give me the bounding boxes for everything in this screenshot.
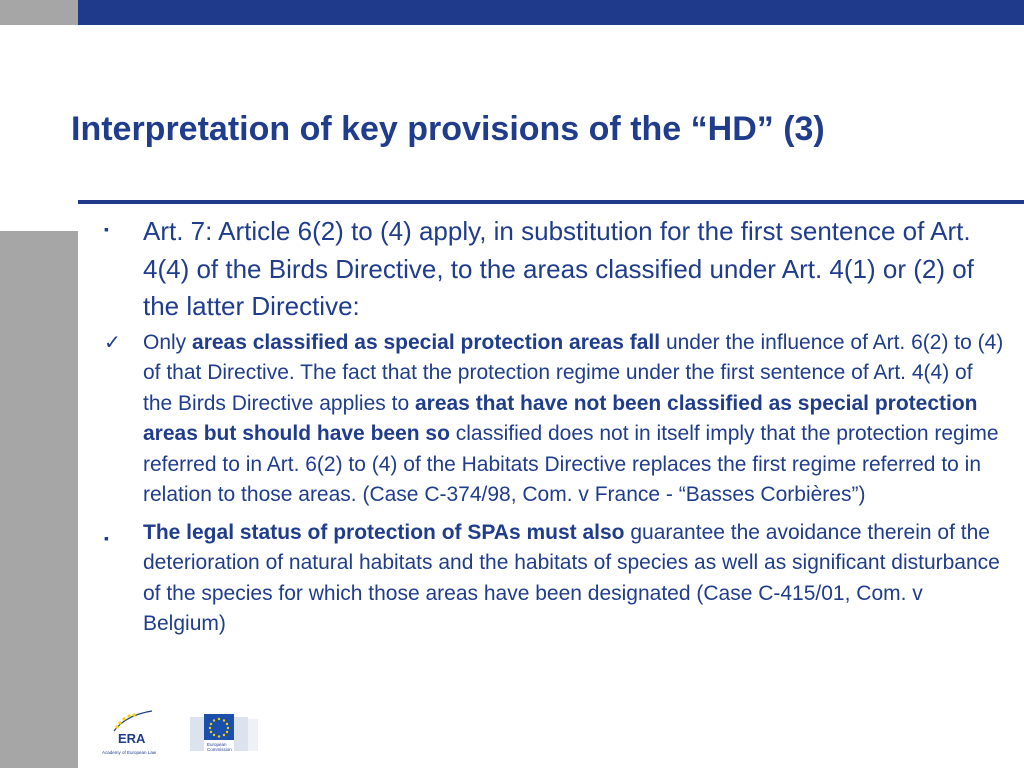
ec-logo-text-line2: Commission [207,747,232,752]
left-gray-band [0,231,78,768]
bold-text-run: areas classified as special protection areas fall [192,330,661,354]
bold-text-run: areas that have not been classified as special protection areas but should have been so [143,391,978,445]
text-run: classified does not in itself imply that the protection regime referred to in Art. 6(2) to (4) of the Habitats Directive replaces the first regime referred to in relation to those areas. (Case C-374/98, Com. v France - “Basses Corbières”) [143,422,999,506]
header-gray-block [0,0,78,25]
bullet-text [143,328,1004,511]
european-commission-logo [190,714,262,754]
text-run: under the influence of Art. 6(2) to (4) of that Directive. The fact that the protection regime under the first sentence of Art. 4(4) of the Birds Directive applies to [143,330,1004,415]
era-logo [96,705,168,757]
header-blue-bar [78,0,1024,25]
ec-logo-text-line1: European [207,742,227,747]
title-divider [78,200,1024,204]
text-run: guarantee the avoidance therein of the deterioration of natural habitats and the habitats of species as well as significant disturbance of the species for which those areas have been designated (Case C-415/01, Com. v Belgium) [143,520,1000,635]
bullet-item-spa-legal-status [104,518,1004,640]
square-bullet-icon: ▪ [104,529,109,546]
era-logo-subtitle: Academy of European Law [102,750,157,755]
text-run: Only [143,330,193,354]
era-logo-text: ERA [118,731,146,746]
square-bullet-icon: ▪ [104,221,109,237]
slide-title: Interpretation of key provisions of the “HD” (3) [71,110,825,148]
slide-content [104,213,1004,640]
bullet-item-basses-corbieres [104,328,1004,511]
bold-text-run: The legal status of protection of SPAs must also [143,520,625,544]
checkmark-bullet-icon: ✓ [104,331,121,354]
bullet-text: Art. 7: Article 6(2) to (4) apply, in substitution for the first sentence of Art. 4(4) of the Birds Directive, to the areas classified under Art. 4(1) or (2) of the latter Directive: [143,216,974,321]
bullet-text [143,518,1004,640]
bullet-item-article-7 [104,213,1004,326]
